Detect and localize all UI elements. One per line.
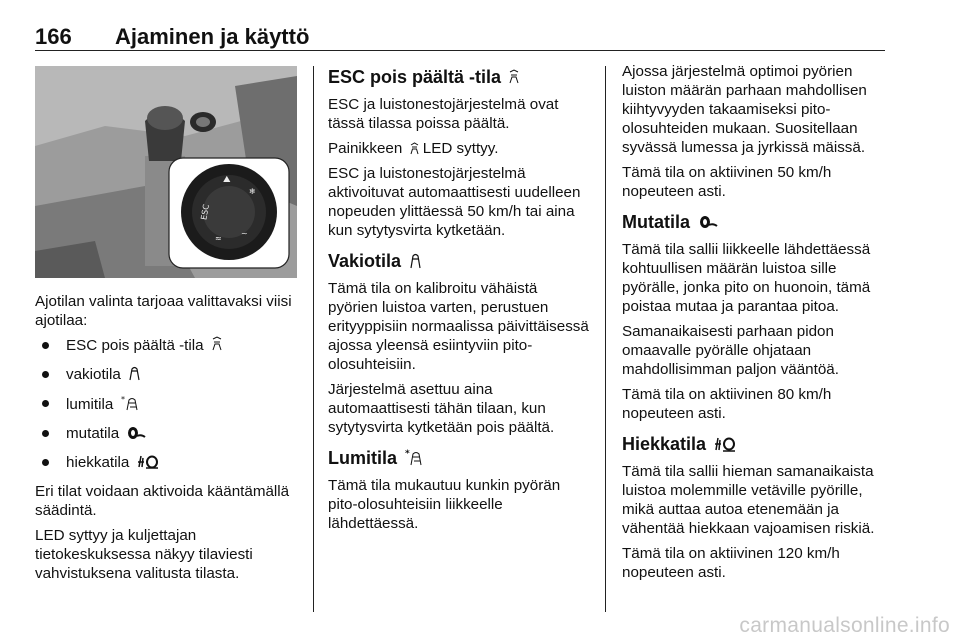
list-item <box>35 336 297 355</box>
svg-text:ESC: ESC <box>199 203 211 221</box>
esc-off-icon <box>211 336 223 352</box>
mud-mode-icon <box>698 214 718 230</box>
list-item <box>35 394 297 414</box>
paragraph: Samanaikaisesti parhaan pidon omaavalle pyörälle ohjataan mahdollisimman paljon vääntöä. <box>622 323 839 378</box>
drive-mode-selector-photo <box>35 66 297 278</box>
standard-mode-icon <box>409 252 422 269</box>
section-heading <box>622 433 888 455</box>
svg-text:~: ~ <box>241 229 248 238</box>
list-item <box>35 453 297 472</box>
paragraph: ESC ja luistonestojärjestelmä aktivoituvat automaattisesti uudelleen nopeuden ylittäessä 50 km/h tai aina kun sytytysvirta kytketään. <box>328 165 581 239</box>
paragraph: Tämä tila on aktiivinen 80 km/h nopeuteen asti. <box>622 386 832 422</box>
heading-text: Vakiotila <box>328 251 402 271</box>
paragraph: Tämä tila sallii hieman samanaikaista luistoa molemmille vetäville pyörille, mikä auttaa autoa etenemään ja vähentää hiekkaan vajoamisen riskiä. <box>622 463 875 537</box>
column-1 <box>35 62 297 589</box>
paragraph: Tämä tila on aktiivinen 50 km/h nopeuteen asti. <box>622 164 832 200</box>
heading-text: Mutatila <box>622 212 691 232</box>
column-divider-2 <box>605 66 606 612</box>
mode-list <box>35 336 297 472</box>
standard-mode-icon <box>128 365 141 381</box>
list-item <box>35 424 297 443</box>
watermark: carmanualsonline.info <box>739 614 950 637</box>
esc-off-icon <box>509 69 519 85</box>
svg-text:*: * <box>120 395 125 404</box>
column-divider-1 <box>313 66 314 612</box>
section-heading <box>622 211 888 233</box>
chapter-title: Ajaminen ja käyttö <box>115 24 310 49</box>
svg-text:≈: ≈ <box>215 234 222 243</box>
mode-label: lumitila <box>66 396 114 413</box>
header-divider <box>35 50 885 51</box>
heading-text: ESC pois päältä -tila <box>328 67 502 87</box>
heading-text: Lumitila <box>328 448 398 468</box>
paragraph: Tämä tila sallii liikkeelle lähdettäessä kohtuullisen määrän luistoa sille pyörälle, jonka pito on huonoin, tämä poistaa mutaa ja parantaa pitoa. <box>622 241 871 315</box>
svg-text:⛰: ⛰ <box>223 175 231 185</box>
heading-text: Hiekkatila <box>622 434 707 454</box>
paragraph: Tämä tila on kalibroitu vähäistä pyörien luistoa varten, perustuen erityyppisiin normaalissa päivittäisessä ajossa yleensä esiintyviin pito-olosuhteisiin. <box>328 280 589 373</box>
sand-mode-icon <box>137 454 159 469</box>
list-item <box>35 365 297 384</box>
snow-mode-icon <box>405 448 423 466</box>
paragraph: Eri tilat voidaan aktivoida kääntämällä säädintä. <box>35 483 290 519</box>
section-heading <box>328 66 590 88</box>
paragraph: Ajossa järjestelmä optimoi pyörien luiston määrän parhaan mahdollisen kiihtyvyyden takaamiseksi pito-olosuhteiden mukaan. Suositellaan syvässä lumessa ja jyrkissä mäissä. <box>622 63 867 156</box>
column-3 <box>622 62 888 588</box>
paragraph: Tämä tila on aktiivinen 120 km/h nopeuteen asti. <box>622 545 840 581</box>
paragraph <box>328 139 590 158</box>
text-run: Painikkeen <box>328 140 403 157</box>
paragraph: Järjestelmä asettuu aina automaattisesti tähän tilaan, kun sytytysvirta kytketään pois päältä. <box>328 381 555 436</box>
mode-label: mutatila <box>66 425 120 442</box>
svg-text:❄: ❄ <box>249 187 256 196</box>
intro-text: Ajotilan valinta tarjoaa valittavaksi viisi ajotilaa: <box>35 293 292 329</box>
snow-mode-icon <box>121 394 139 411</box>
paragraph: Tämä tila mukautuu kunkin pyörän pito-olosuhteisiin liikkeelle lähdettäessä. <box>328 477 561 532</box>
page-number: 166 <box>35 24 72 49</box>
svg-text:*: * <box>405 449 410 459</box>
paragraph: LED syttyy ja kuljettajan tietokeskuksessa näkyy tilaviesti vahvistuksena valitusta tilasta. <box>35 527 253 582</box>
section-heading <box>328 447 590 469</box>
mode-label: vakiotila <box>66 366 121 383</box>
text-run: LED syttyy. <box>422 140 499 157</box>
mode-label: hiekkatila <box>66 454 130 471</box>
section-heading <box>328 250 590 272</box>
column-2 <box>328 62 590 539</box>
mud-mode-icon <box>126 425 146 440</box>
esc-off-icon <box>410 142 419 155</box>
page-header <box>35 22 885 52</box>
mode-label: ESC pois päältä -tila <box>66 337 204 354</box>
sand-mode-icon <box>714 436 736 452</box>
paragraph: ESC ja luistonestojärjestelmä ovat tässä tilassa poissa päältä. <box>328 96 559 132</box>
